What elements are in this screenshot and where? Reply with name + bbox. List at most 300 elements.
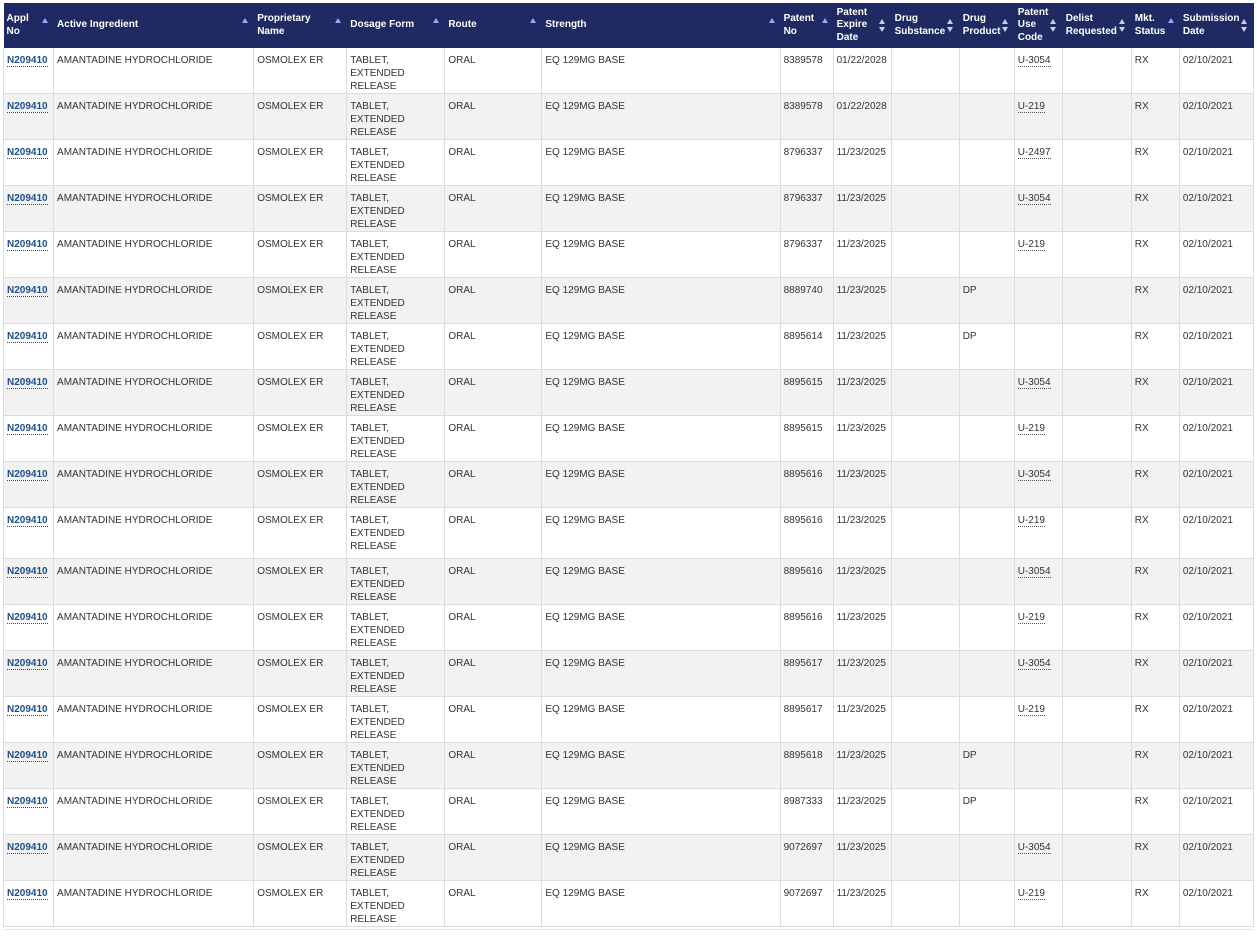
cell-mkt-status [1131,559,1179,605]
cell-text: 02/10/2021 [1182,888,1233,899]
cell-appl-no [4,789,54,835]
cell-text: ORAL [448,239,476,250]
cell-text: AMANTADINE HYDROCHLORIDE [57,423,213,434]
column-header-label: Proprietary Name [257,13,311,37]
cell-text: AMANTADINE HYDROCHLORIDE [57,331,213,342]
cell-strength [542,324,780,370]
cell-text: ORAL [448,750,476,761]
cell-patent-no [780,140,833,186]
cell-delist-requested [1062,94,1131,140]
cell-delist-requested [1062,48,1131,94]
cell-mkt-status [1131,462,1179,508]
sort-toggle-icon[interactable] [1002,19,1010,33]
cell-dosage-form [347,462,445,508]
cell-text: 02/10/2021 [1182,658,1233,669]
cell-strength [542,835,780,881]
cell-submission-date [1179,743,1253,789]
patent-use-code-link[interactable]: U-219 [1017,704,1045,715]
cell-text: ORAL [448,423,476,434]
cell-text: 8889740 [783,285,823,296]
cell-route [445,232,542,278]
cell-drug-substance [891,278,959,324]
cell-delist-requested [1062,370,1131,416]
appl-no-link[interactable]: N209410 [7,193,48,204]
cell-text: 8389578 [783,55,823,66]
table-row [4,789,1254,835]
cell-active-ingredient [54,140,254,186]
cell-patent-use-code [1014,324,1062,370]
appl-no-link[interactable]: N209410 [7,147,48,158]
cell-patent-use-code [1014,140,1062,186]
cell-text: OSMOLEX ER [257,469,324,480]
column-header-label: Appl No [6,13,29,37]
cell-proprietary-name [254,835,347,881]
appl-no-link[interactable]: N209410 [7,566,48,577]
cell-delist-requested [1062,416,1131,462]
cell-text: ORAL [448,612,476,623]
cell-text: 02/10/2021 [1182,796,1233,807]
patent-use-code-link[interactable]: U-219 [1017,515,1045,526]
cell-text: TABLET, EXTENDED RELEASE [350,55,405,92]
cell-mkt-status [1131,743,1179,789]
patent-use-code-link[interactable]: U-3054 [1017,658,1051,669]
cell-drug-product [959,508,1014,559]
cell-drug-substance [891,324,959,370]
cell-drug-product [959,462,1014,508]
cell-active-ingredient [54,881,254,927]
cell-submission-date [1179,508,1253,559]
cell-text: 02/10/2021 [1182,147,1233,158]
cell-drug-product [959,324,1014,370]
cell-drug-substance [891,508,959,559]
cell-drug-substance [891,605,959,651]
appl-no-link[interactable]: N209410 [7,285,48,296]
cell-active-ingredient [54,697,254,743]
cell-appl-no [4,94,54,140]
cell-active-ingredient [54,48,254,94]
table-bottom-divider [3,929,1254,930]
cell-text: OSMOLEX ER [257,147,324,158]
patent-use-code-link[interactable]: U-3054 [1017,469,1051,480]
cell-patent-no [780,416,833,462]
column-header-patent-use-code[interactable] [1014,3,1062,48]
cell-strength [542,416,780,462]
cell-patent-use-code [1014,881,1062,927]
cell-text: 11/23/2025 [836,612,886,623]
cell-strength [542,881,780,927]
cell-text: 8895615 [783,423,823,434]
cell-text: EQ 129MG BASE [545,658,625,669]
cell-text: 8796337 [783,147,823,158]
cell-text: ORAL [448,888,476,899]
column-header-label: Drug Product [962,13,1001,37]
sort-toggle-icon[interactable] [1050,19,1058,33]
patent-use-code-link[interactable]: U-219 [1017,101,1045,112]
cell-patent-use-code [1014,278,1062,324]
cell-patent-no [780,835,833,881]
cell-drug-substance [891,881,959,927]
cell-mkt-status [1131,48,1179,94]
appl-no-link[interactable]: N209410 [7,750,48,761]
cell-text: OSMOLEX ER [257,285,324,296]
cell-drug-product [959,232,1014,278]
cell-drug-product [959,835,1014,881]
appl-no-link[interactable]: N209410 [7,423,48,434]
appl-no-link[interactable]: N209410 [7,842,48,853]
column-header-active-ingredient[interactable] [54,3,254,48]
cell-submission-date [1179,651,1253,697]
cell-text: EQ 129MG BASE [545,423,625,434]
column-header-drug-product[interactable] [959,3,1014,48]
cell-strength [542,186,780,232]
cell-mkt-status [1131,508,1179,559]
cell-text: OSMOLEX ER [257,704,324,715]
cell-text: ORAL [448,147,476,158]
cell-patent-expire-date [833,186,891,232]
cell-patent-no [780,881,833,927]
cell-text: 11/23/2025 [836,515,886,526]
table-row [4,140,1254,186]
cell-patent-use-code [1014,186,1062,232]
appl-no-link[interactable]: N209410 [7,55,48,66]
cell-text: TABLET, EXTENDED RELEASE [350,193,405,230]
cell-text: 9072697 [783,842,823,853]
sort-toggle-icon[interactable] [1119,19,1127,33]
table-row [4,186,1254,232]
cell-dosage-form [347,416,445,462]
cell-text: DP [962,331,977,342]
cell-appl-no [4,508,54,559]
cell-text: RX [1134,566,1149,577]
appl-no-link[interactable]: N209410 [7,612,48,623]
appl-no-link[interactable]: N209410 [7,888,48,899]
cell-strength [542,508,780,559]
cell-mkt-status [1131,881,1179,927]
cell-text: AMANTADINE HYDROCHLORIDE [57,796,213,807]
cell-text: OSMOLEX ER [257,515,324,526]
cell-proprietary-name [254,462,347,508]
sort-ascending-icon[interactable] [822,18,828,23]
cell-strength [542,140,780,186]
column-header-route[interactable] [445,3,542,48]
appl-no-link[interactable]: N209410 [7,239,48,250]
column-header-drug-substance[interactable] [891,3,959,48]
cell-delist-requested [1062,186,1131,232]
column-header-label: Patent Use Code [1017,6,1049,43]
cell-text: AMANTADINE HYDROCHLORIDE [57,842,213,853]
cell-delist-requested [1062,559,1131,605]
cell-strength [542,232,780,278]
patent-use-code-link[interactable]: U-219 [1017,423,1045,434]
cell-text: 01/22/2028 [836,55,887,66]
column-header-strength[interactable] [542,3,780,48]
table-row [4,370,1254,416]
column-header-patent-no[interactable] [780,3,833,48]
cell-strength [542,462,780,508]
cell-patent-expire-date [833,48,891,94]
cell-text: ORAL [448,704,476,715]
cell-dosage-form [347,94,445,140]
cell-text: ORAL [448,658,476,669]
table-row [4,651,1254,697]
cell-text: 11/23/2025 [836,888,886,899]
cell-drug-substance [891,651,959,697]
appl-no-link[interactable]: N209410 [7,704,48,715]
cell-proprietary-name [254,881,347,927]
cell-appl-no [4,140,54,186]
cell-text: TABLET, EXTENDED RELEASE [350,796,405,833]
cell-text: 8895618 [783,750,823,761]
cell-dosage-form [347,605,445,651]
cell-patent-no [780,278,833,324]
cell-patent-use-code [1014,462,1062,508]
cell-drug-substance [891,140,959,186]
cell-text: 8895617 [783,658,823,669]
cell-text: AMANTADINE HYDROCHLORIDE [57,469,213,480]
sort-ascending-icon[interactable] [242,18,248,23]
appl-no-link[interactable]: N209410 [7,796,48,807]
cell-submission-date [1179,48,1253,94]
cell-drug-product [959,697,1014,743]
cell-mkt-status [1131,697,1179,743]
table-row [4,48,1254,94]
column-header-label: Active Ingredient [57,19,139,31]
cell-active-ingredient [54,835,254,881]
cell-text: EQ 129MG BASE [545,285,625,296]
cell-appl-no [4,881,54,927]
sort-toggle-icon[interactable] [1241,19,1249,33]
cell-mkt-status [1131,278,1179,324]
appl-no-link[interactable]: N209410 [7,377,48,388]
patent-use-code-link[interactable]: U-3054 [1017,377,1051,388]
cell-mkt-status [1131,651,1179,697]
patent-use-code-link[interactable]: U-3054 [1017,55,1051,66]
cell-proprietary-name [254,324,347,370]
appl-no-link[interactable]: N209410 [7,469,48,480]
column-header-proprietary-name[interactable] [254,3,347,48]
cell-text: 8895616 [783,612,823,623]
cell-route [445,416,542,462]
cell-text: EQ 129MG BASE [545,101,625,112]
cell-patent-use-code [1014,508,1062,559]
cell-text: 11/23/2025 [836,423,886,434]
cell-patent-no [780,186,833,232]
cell-text: 11/23/2025 [836,285,886,296]
cell-text: AMANTADINE HYDROCHLORIDE [57,101,213,112]
cell-text: 02/10/2021 [1182,239,1233,250]
cell-route [445,789,542,835]
cell-route [445,508,542,559]
patent-use-code-link[interactable]: U-219 [1017,612,1045,623]
cell-patent-use-code [1014,697,1062,743]
cell-drug-product [959,789,1014,835]
patent-use-code-link[interactable]: U-3054 [1017,842,1051,853]
cell-patent-no [780,232,833,278]
cell-appl-no [4,462,54,508]
appl-no-link[interactable]: N209410 [7,515,48,526]
cell-text: ORAL [448,566,476,577]
cell-drug-substance [891,743,959,789]
cell-text: TABLET, EXTENDED RELEASE [350,423,405,460]
cell-mkt-status [1131,186,1179,232]
cell-text: EQ 129MG BASE [545,888,625,899]
cell-mkt-status [1131,789,1179,835]
cell-patent-no [780,370,833,416]
cell-appl-no [4,186,54,232]
column-header-label: Patent Expire Date [836,6,868,43]
cell-proprietary-name [254,651,347,697]
column-header-delist-requested[interactable] [1062,3,1131,48]
cell-text: DP [962,750,977,761]
cell-proprietary-name [254,789,347,835]
cell-dosage-form [347,508,445,559]
cell-text: 11/23/2025 [836,658,886,669]
table-row [4,324,1254,370]
table-row [4,697,1254,743]
cell-appl-no [4,743,54,789]
patent-use-code-link[interactable]: U-219 [1017,888,1045,899]
cell-patent-expire-date [833,605,891,651]
cell-text: 02/10/2021 [1182,193,1233,204]
cell-text: EQ 129MG BASE [545,147,625,158]
cell-drug-substance [891,462,959,508]
cell-mkt-status [1131,370,1179,416]
cell-patent-no [780,605,833,651]
cell-text: TABLET, EXTENDED RELEASE [350,566,405,603]
cell-text: OSMOLEX ER [257,331,324,342]
cell-text: RX [1134,101,1149,112]
table-body [4,48,1254,927]
cell-delist-requested [1062,324,1131,370]
cell-active-ingredient [54,462,254,508]
patent-use-code-link[interactable]: U-3054 [1017,566,1051,577]
cell-patent-expire-date [833,370,891,416]
cell-text: TABLET, EXTENDED RELEASE [350,101,405,138]
cell-text: 02/10/2021 [1182,469,1233,480]
cell-drug-substance [891,697,959,743]
patent-use-code-link[interactable]: U-3054 [1017,193,1051,204]
column-header-patent-expire-date[interactable] [833,3,891,48]
cell-proprietary-name [254,508,347,559]
patent-use-code-link[interactable]: U-2497 [1017,147,1051,158]
patent-table-container [3,3,1254,927]
cell-submission-date [1179,789,1253,835]
cell-mkt-status [1131,416,1179,462]
appl-no-link[interactable]: N209410 [7,658,48,669]
cell-appl-no [4,48,54,94]
cell-text: 8796337 [783,239,823,250]
cell-patent-expire-date [833,651,891,697]
cell-drug-product [959,186,1014,232]
sort-ascending-icon[interactable] [42,18,48,23]
sort-ascending-icon[interactable] [530,18,536,23]
appl-no-link[interactable]: N209410 [7,331,48,342]
cell-text: 11/23/2025 [836,469,886,480]
cell-submission-date [1179,94,1253,140]
cell-text: ORAL [448,55,476,66]
cell-text: ORAL [448,796,476,807]
cell-text: 8895614 [783,331,823,342]
cell-patent-expire-date [833,278,891,324]
cell-patent-no [780,697,833,743]
cell-active-ingredient [54,743,254,789]
cell-strength [542,370,780,416]
column-header-submission-date[interactable] [1179,3,1253,48]
cell-route [445,186,542,232]
cell-active-ingredient [54,605,254,651]
cell-submission-date [1179,697,1253,743]
appl-no-link[interactable]: N209410 [7,101,48,112]
cell-text: EQ 129MG BASE [545,750,625,761]
cell-patent-use-code [1014,416,1062,462]
column-header-label: Drug Substance [894,13,946,37]
cell-drug-product [959,278,1014,324]
sort-ascending-icon[interactable] [769,18,775,23]
cell-drug-substance [891,835,959,881]
column-header-dosage-form[interactable] [347,3,445,48]
cell-text: ORAL [448,469,476,480]
cell-patent-expire-date [833,324,891,370]
cell-text: AMANTADINE HYDROCHLORIDE [57,750,213,761]
cell-drug-product [959,94,1014,140]
cell-text: EQ 129MG BASE [545,612,625,623]
patent-table [3,3,1254,927]
cell-text: RX [1134,423,1149,434]
cell-text: 02/10/2021 [1182,515,1233,526]
cell-submission-date [1179,416,1253,462]
cell-text: RX [1134,285,1149,296]
sort-ascending-icon[interactable] [335,18,341,23]
cell-submission-date [1179,186,1253,232]
cell-patent-expire-date [833,789,891,835]
sort-toggle-icon[interactable] [879,19,887,33]
cell-text: TABLET, EXTENDED RELEASE [350,147,405,184]
cell-text: RX [1134,193,1149,204]
sort-ascending-icon[interactable] [1168,18,1174,23]
cell-submission-date [1179,140,1253,186]
patent-use-code-link[interactable]: U-219 [1017,239,1045,250]
sort-ascending-icon[interactable] [433,18,439,23]
cell-text: EQ 129MG BASE [545,796,625,807]
cell-delist-requested [1062,605,1131,651]
cell-route [445,697,542,743]
cell-active-ingredient [54,789,254,835]
sort-toggle-icon[interactable] [947,19,955,33]
cell-text: AMANTADINE HYDROCHLORIDE [57,658,213,669]
column-header-appl-no[interactable] [4,3,54,48]
cell-text: DP [962,285,977,296]
cell-text: TABLET, EXTENDED RELEASE [350,658,405,695]
cell-patent-expire-date [833,697,891,743]
cell-text: 11/23/2025 [836,377,886,388]
cell-active-ingredient [54,324,254,370]
cell-mkt-status [1131,94,1179,140]
cell-submission-date [1179,370,1253,416]
cell-text: TABLET, EXTENDED RELEASE [350,704,405,741]
cell-patent-expire-date [833,462,891,508]
cell-proprietary-name [254,559,347,605]
column-header-label: Patent No [783,13,815,37]
cell-submission-date [1179,232,1253,278]
cell-appl-no [4,370,54,416]
cell-text: TABLET, EXTENDED RELEASE [350,842,405,879]
table-row [4,743,1254,789]
cell-drug-product [959,416,1014,462]
table-row [4,278,1254,324]
cell-route [445,835,542,881]
cell-patent-expire-date [833,140,891,186]
column-header-mkt-status[interactable] [1131,3,1179,48]
